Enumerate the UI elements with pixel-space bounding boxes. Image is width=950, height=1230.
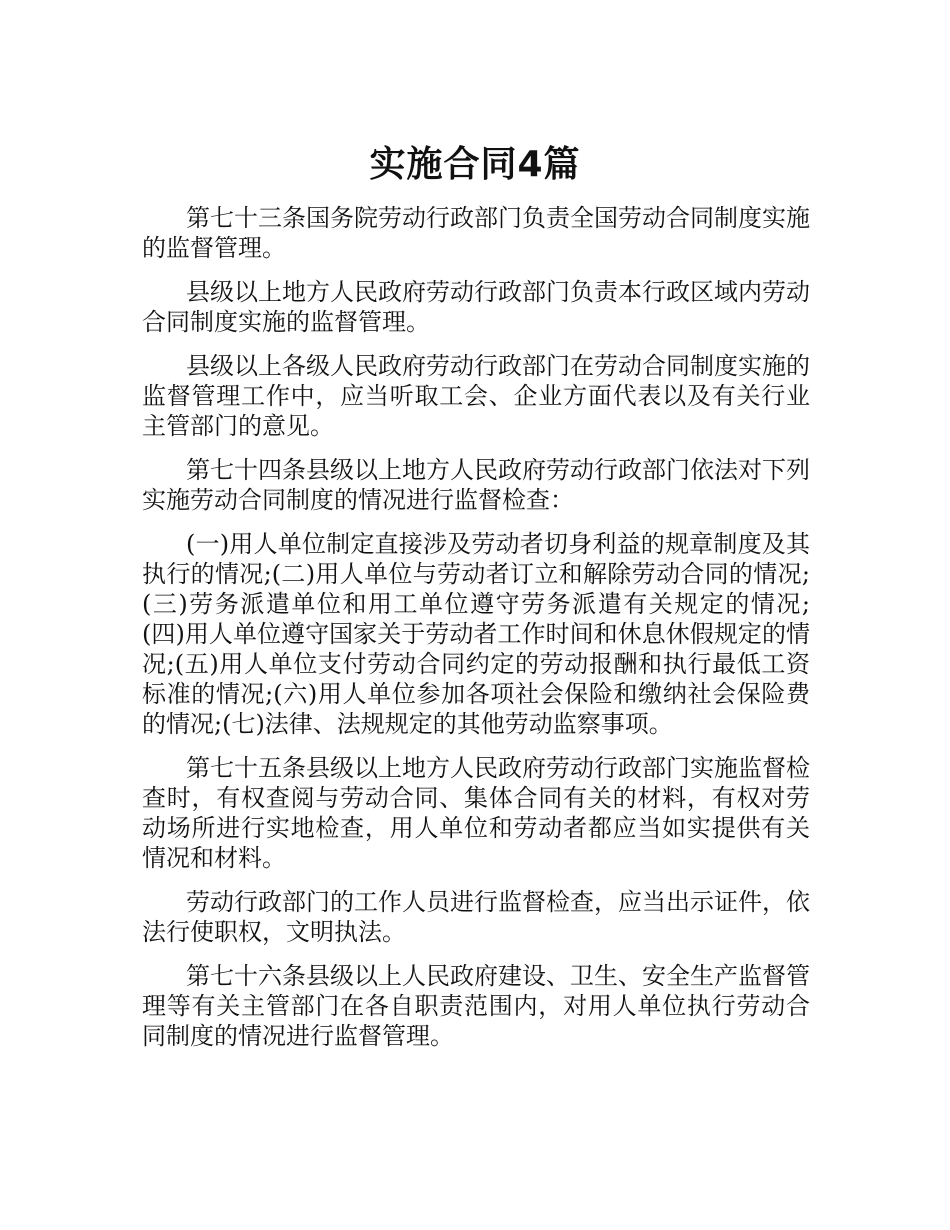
document-body [142, 203, 810, 1065]
paragraph-local-supervision: 县级以上地方人民政府劳动行政部门负责本行政区域内劳动合同制度实施的监督管理。 [142, 278, 810, 336]
paragraph-inspection-items: (一)用人单位制定直接涉及劳动者切身利益的规章制度及其执行的情况;(二)用人单位与劳动者订立和解除劳动合同的情况;(三)劳务派遣单位和用工单位遵守劳务派遣有关规定的情况;(四)用人单位遵守国家关于劳动者工作时间和休息休假规定的情况;(五)用人单位支付劳动合同约定的劳动报酬和执行最低工资标准的情况;(六)用人单位参加各项社会保险和缴纳社会保险费的情况;(七)法律、法规规定的其他劳动监察事项。 [142, 530, 810, 738]
paragraph-article-73: 第七十三条国务院劳动行政部门负责全国劳动合同制度实施的监督管理。 [142, 204, 810, 262]
paragraph-staff-conduct: 劳动行政部门的工作人员进行监督检查，应当出示证件，依法行使职权，文明执法。 [142, 888, 810, 946]
paragraph-article-74: 第七十四条县级以上地方人民政府劳动行政部门依法对下列实施劳动合同制度的情况进行监督检查： [142, 456, 810, 514]
paragraph-article-76: 第七十六条县级以上人民政府建设、卫生、安全生产监督管理等有关主管部门在各自职责范围内，对用人单位执行劳动合同制度的情况进行监督管理。 [142, 962, 810, 1050]
paragraph-consultation: 县级以上各级人民政府劳动行政部门在劳动合同制度实施的监督管理工作中，应当听取工会、企业方面代表以及有关行业主管部门的意见。 [142, 352, 810, 440]
document-title: 实施合同4篇 [369, 144, 581, 186]
paragraph-article-75: 第七十五条县级以上地方人民政府劳动行政部门实施监督检查时，有权查阅与劳动合同、集体合同有关的材料，有权对劳动场所进行实地检查，用人单位和劳动者都应当如实提供有关情况和材料。 [142, 754, 810, 872]
